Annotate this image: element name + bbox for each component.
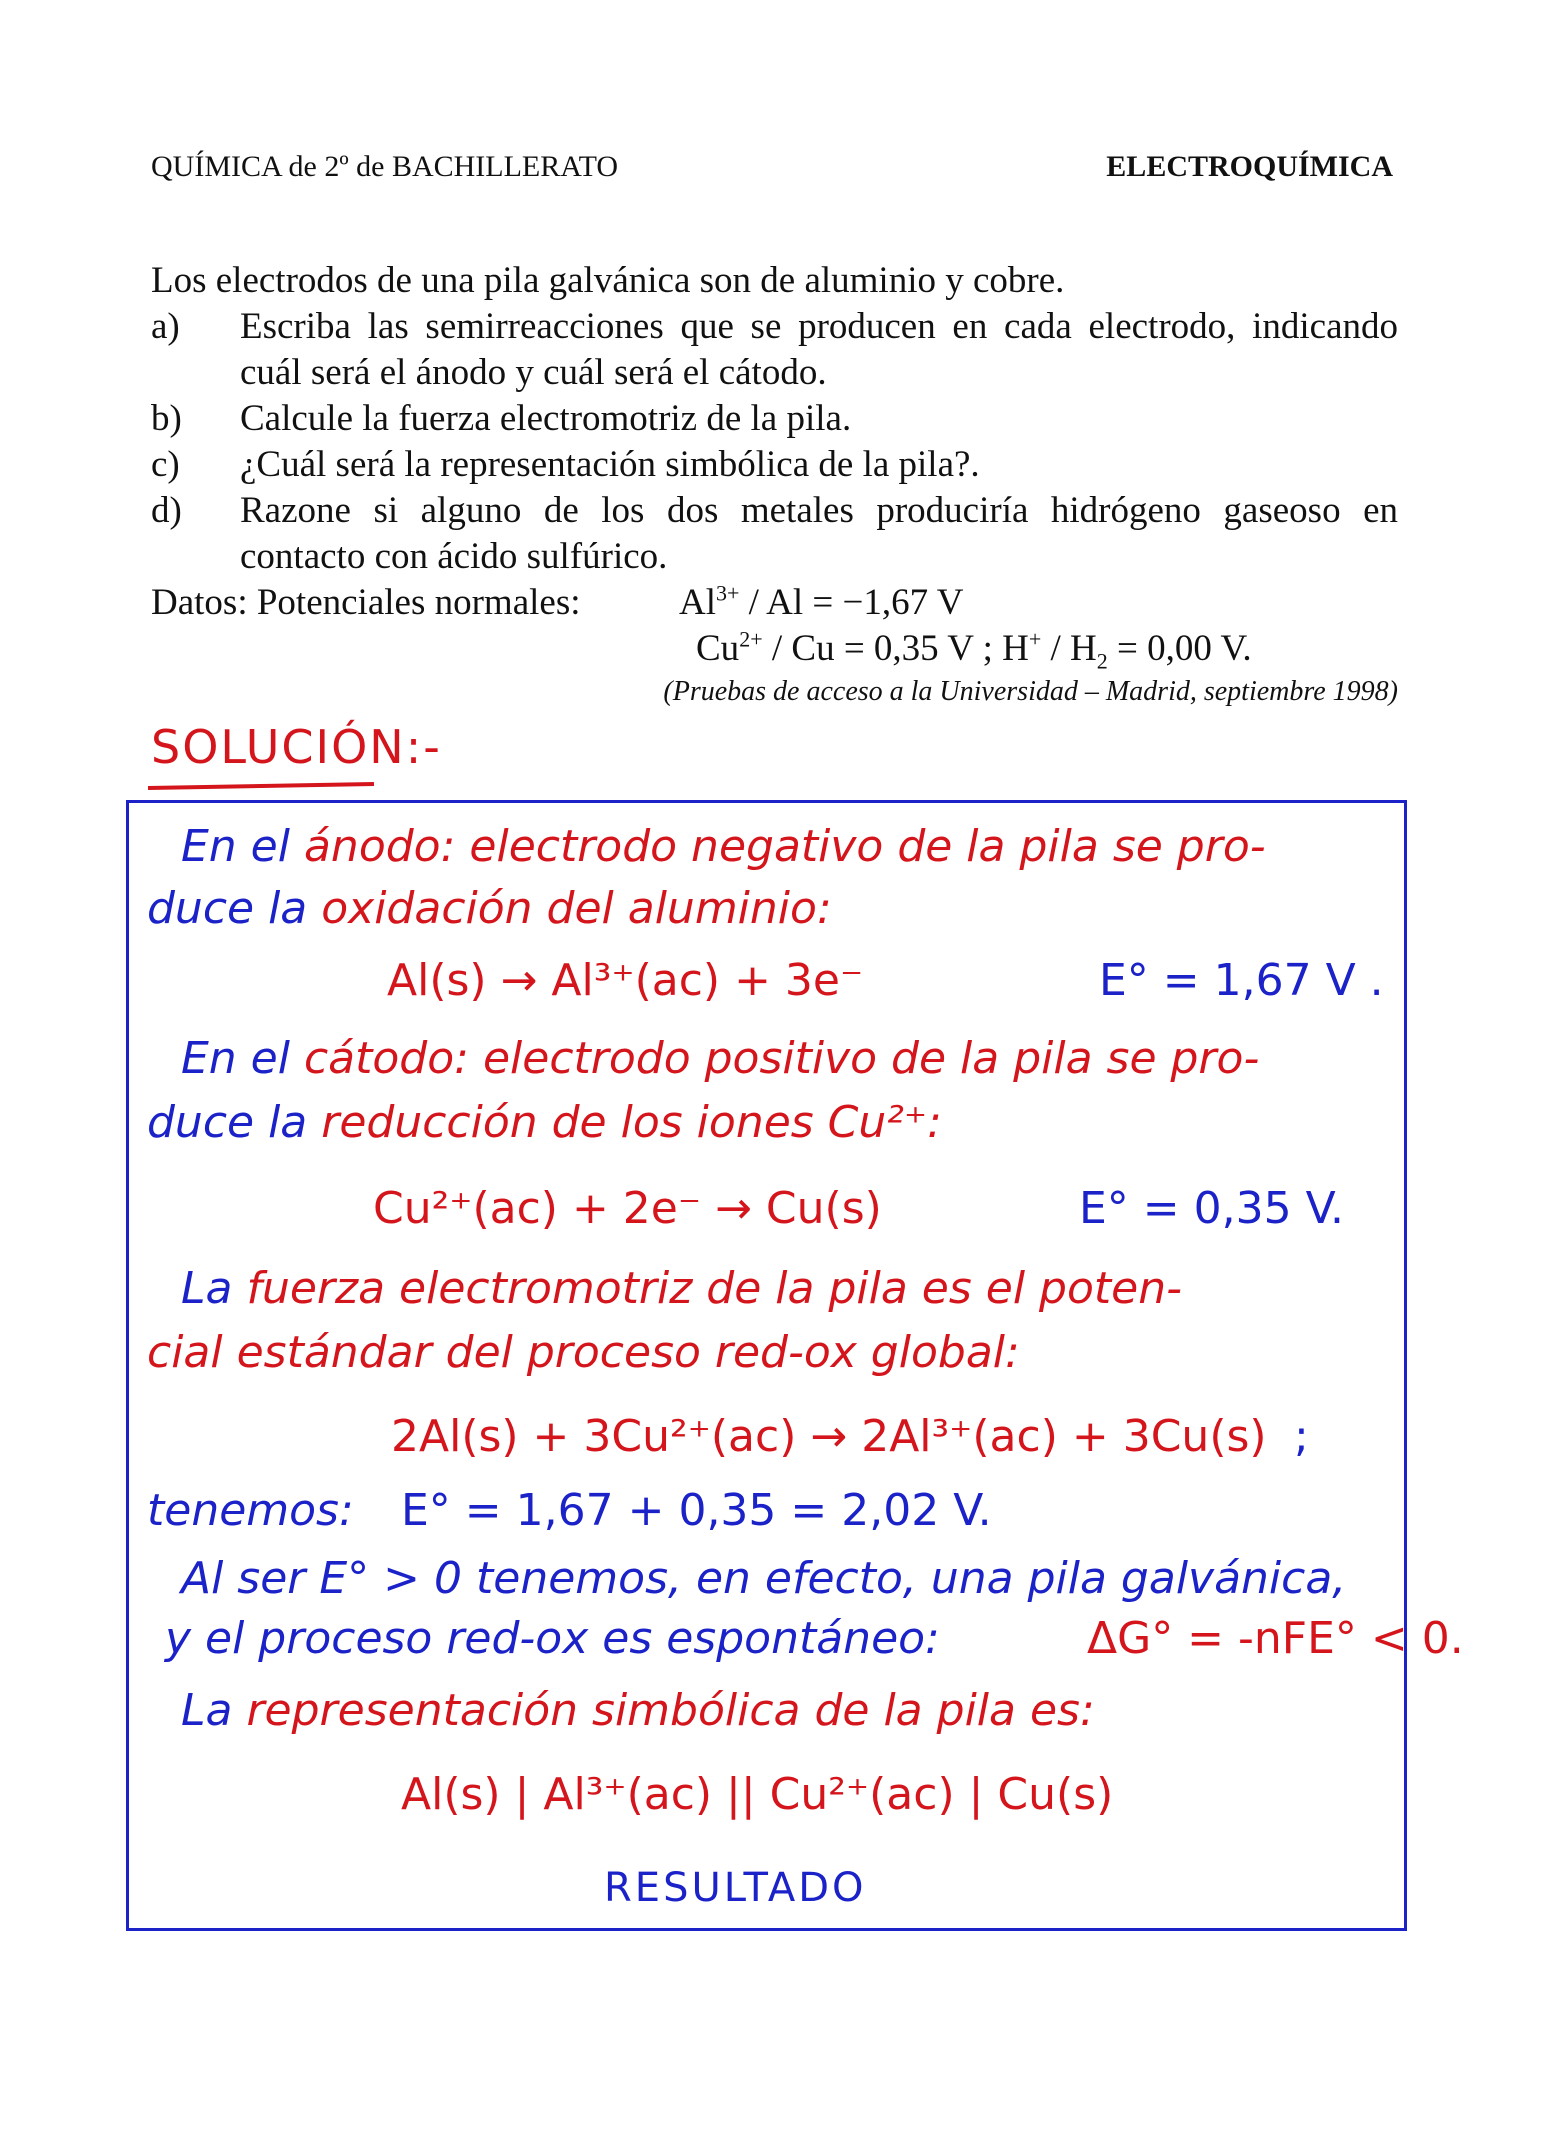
solution-title: SOLUCIÓN:- — [151, 720, 442, 774]
element-cu: Cu — [696, 628, 740, 669]
cathode-equation: Cu²⁺(ac) + 2e⁻ → Cu(s) — [373, 1183, 882, 1234]
rep-1b: representación simbólica de la pila es: — [246, 1685, 1095, 1736]
problem-item-c — [151, 442, 1398, 488]
total-emf: E° = 1,67 + 0,35 = 2,02 V. — [401, 1485, 992, 1536]
delta-g-expression: ΔG° = -nFE° < 0. — [1087, 1613, 1464, 1664]
element-al: Al — [679, 582, 716, 623]
cell-notation: Al(s) | Al³⁺(ac) || Cu²⁺(ac) | Cu(s) — [401, 1769, 1114, 1820]
anode-intro-1a: En el — [181, 821, 304, 872]
rep-1a: La — [181, 1685, 247, 1736]
item-letter: a) — [151, 306, 180, 347]
h2-label: / H — [1041, 628, 1097, 669]
header-subject: QUÍMICA de 2º de BACHILLERATO — [151, 150, 619, 183]
item-letter: c) — [151, 444, 180, 485]
solution-box — [126, 800, 1464, 1931]
global-equation: 2Al(s) + 3Cu²⁺(ac) → 2Al³⁺(ac) + 3Cu(s) — [391, 1411, 1267, 1462]
value-h: = 0,00 V. — [1107, 628, 1252, 669]
representation-line — [181, 1685, 1095, 1736]
anode-intro-2b: oxidación del aluminio: — [321, 883, 832, 934]
charge-cu: 2+ — [739, 626, 763, 652]
item-letter: d) — [151, 490, 182, 531]
cathode-intro-2a: duce la — [147, 1097, 322, 1148]
problem-statement — [151, 258, 1398, 672]
cathode-intro-line-2 — [147, 1097, 942, 1148]
problem-intro: Los electrodos de una pila galvánica son de aluminio y cobre. — [151, 260, 1065, 301]
value-al: / Al = −1,67 V — [739, 582, 964, 623]
charge-al: 3+ — [716, 580, 740, 606]
fem-1b: fuerza electromotriz de la pila es el poten- — [246, 1263, 1182, 1314]
cathode-intro-1a: En el — [181, 1033, 304, 1084]
cathode-potential: E° = 0,35 V. — [1079, 1183, 1345, 1234]
item-text: ¿Cuál será la representación simbólica de la pila?. — [240, 444, 980, 485]
solution-title-underline — [148, 782, 374, 790]
data-label: Datos: Potenciales normales: — [151, 582, 581, 623]
h2-subscript: 2 — [1096, 648, 1108, 674]
header-topic: ELECTROQUÍMICA — [1106, 150, 1393, 183]
problem-item-a — [151, 304, 1398, 396]
value-cu: / Cu = 0,35 V ; H — [762, 628, 1029, 669]
item-text: Razone si alguno de los dos metales produciría hidrógeno gaseoso en contacto con ácido sulfúrico. — [240, 490, 1398, 577]
global-equation-separator: ; — [1294, 1411, 1309, 1462]
charge-h: + — [1028, 626, 1042, 652]
cathode-intro-1b: cátodo: electrodo positivo de la pila se pro- — [303, 1033, 1260, 1084]
item-text: Calcule la fuerza electromotriz de la pila. — [240, 398, 852, 439]
anode-potential: E° = 1,67 V . — [1099, 955, 1384, 1006]
cathode-intro-2b: reducción de los iones Cu²⁺: — [321, 1097, 942, 1148]
galvanic-line-1: Al ser E° > 0 tenemos, en efecto, una pila galvánica, — [181, 1553, 1347, 1604]
problem-item-b — [151, 396, 1398, 442]
cathode-intro-line-1 — [181, 1033, 1259, 1084]
data-row-cu — [151, 626, 1398, 672]
anode-equation: Al(s) → Al³⁺(ac) + 3e⁻ — [387, 955, 864, 1006]
result-label: RESULTADO — [604, 1865, 867, 1911]
fem-1a: La — [181, 1263, 247, 1314]
anode-intro-line-1 — [181, 821, 1266, 872]
item-text: Escriba las semirreacciones que se producen en cada electrodo, indicando cuál será el ánodo y cuál será el cátodo. — [240, 306, 1398, 393]
source-citation: (Pruebas de acceso a la Universidad – Madrid, septiembre 1998) — [663, 676, 1398, 707]
anode-intro-1b: ánodo: electrodo negativo de la pila se pro- — [303, 821, 1266, 872]
anode-intro-line-2 — [147, 883, 832, 934]
data-row-al — [151, 580, 1398, 626]
fem-line-1 — [181, 1263, 1182, 1314]
potential-al — [679, 580, 963, 626]
tenemos-label: tenemos: — [147, 1485, 354, 1536]
fem-line-2: cial estándar del proceso red-ox global: — [147, 1327, 1020, 1378]
galvanic-line-2: y el proceso red-ox es espontáneo: — [165, 1613, 940, 1664]
problem-item-d — [151, 488, 1398, 580]
item-letter: b) — [151, 398, 182, 439]
anode-intro-2a: duce la — [147, 883, 322, 934]
